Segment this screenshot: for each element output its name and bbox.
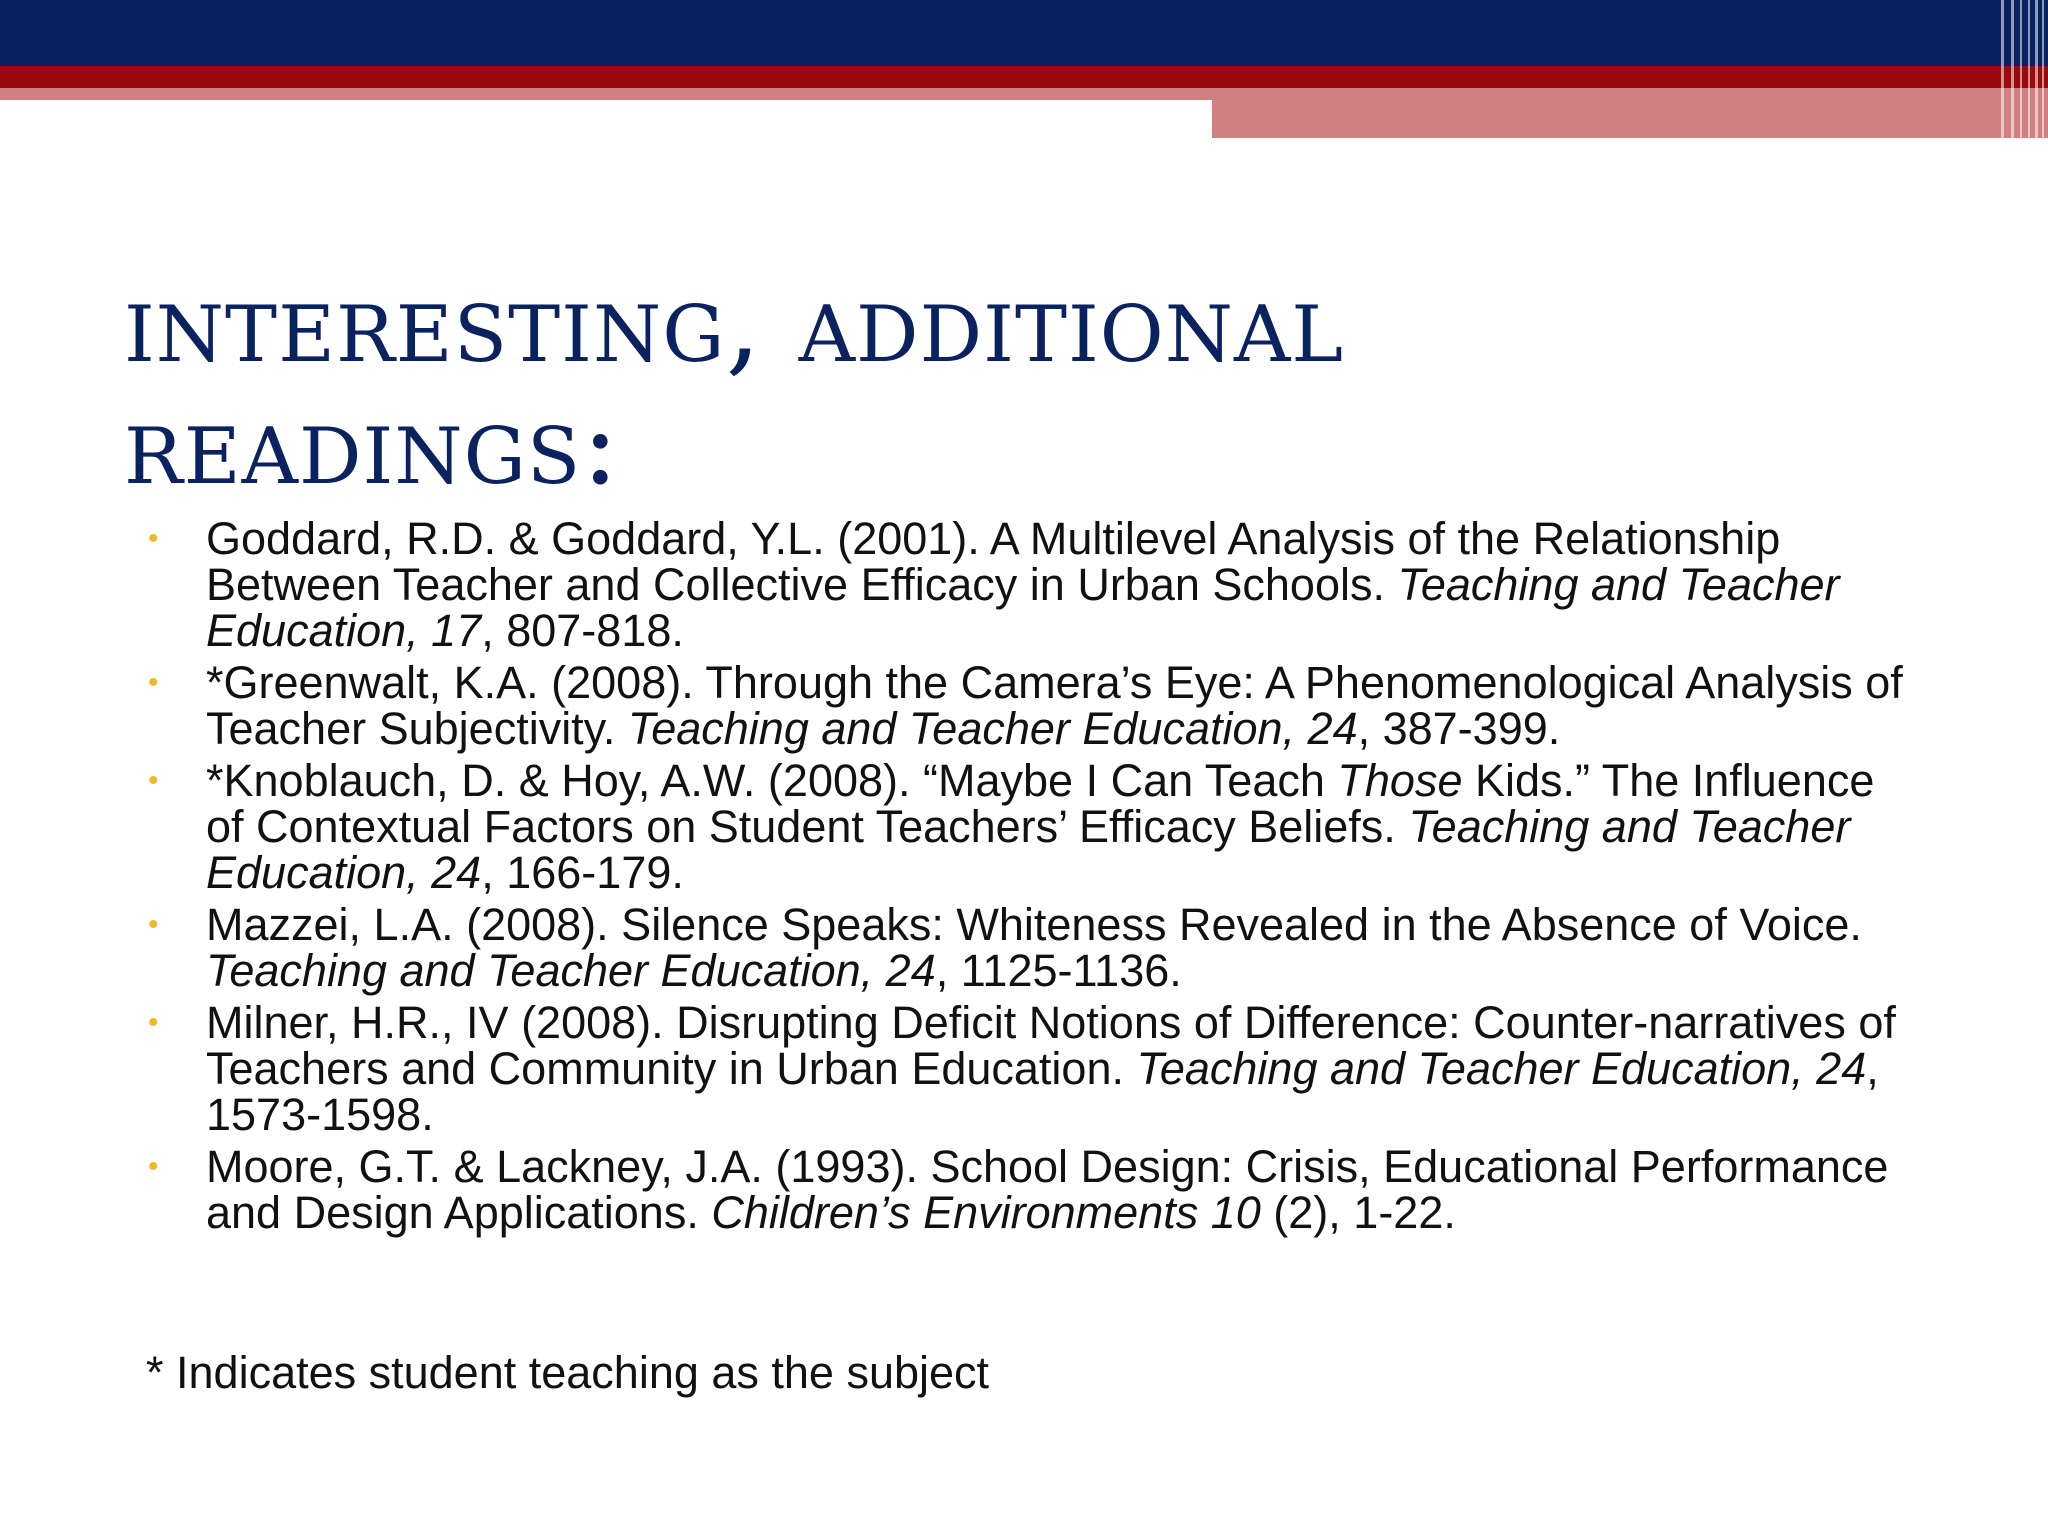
- reference-item: [148, 755, 1908, 898]
- slide-title: interesting, additional readings:: [124, 258, 1345, 510]
- header-red-band: [0, 66, 2048, 88]
- reference-item: [148, 657, 1908, 754]
- header-edge-stripes: [1992, 0, 2048, 138]
- reference-item: [148, 1141, 1908, 1238]
- header-pink-band-thick: [1212, 88, 2048, 138]
- reference-text: , 1125-1136.: [935, 945, 1182, 996]
- reference-item: [148, 513, 1908, 656]
- reference-item: [148, 899, 1908, 996]
- reference-text: Kids.” The Influence of Contextual Factors on Student Teachers’ Efficacy Beliefs.: [206, 755, 1875, 852]
- reference-text: *Knoblauch, D. & Hoy, A.W. (2008). “Maybe I Can Teach: [206, 755, 1338, 806]
- reference-text: *Greenwalt, K.A. (2008). Through the Camera’s Eye: A Phenomenological Analysis of Teacher Subjectivity.: [206, 657, 1903, 754]
- bullet-icon: •: [148, 522, 159, 555]
- reference-journal: Teaching and Teacher Education, 24: [206, 945, 936, 996]
- bullet-icon: •: [148, 908, 159, 941]
- reference-journal: Children’s Environments 10: [711, 1187, 1261, 1238]
- reference-text: (2), 1-22.: [1260, 1187, 1456, 1238]
- bullet-icon: •: [148, 1150, 159, 1183]
- reference-text: Goddard, R.D. & Goddard, Y.L. (2001). A Multilevel Analysis of the Relationship Between Teacher and Collective Efficacy in Urban Schools.: [206, 513, 1781, 610]
- reference-text: , 1573-1598.: [206, 1043, 1879, 1140]
- reference-item: [148, 997, 1908, 1140]
- reference-text: , 807-818.: [481, 605, 684, 656]
- reference-text: , 166-179.: [481, 847, 684, 898]
- footnote: * Indicates student teaching as the subject: [146, 1347, 990, 1398]
- header-pink-band-thin: [0, 88, 1212, 100]
- bullet-icon: •: [148, 666, 159, 699]
- reference-text: , 387-399.: [1357, 703, 1561, 754]
- reference-journal: Those: [1337, 755, 1463, 806]
- bullet-icon: •: [148, 1006, 159, 1039]
- reference-text: Moore, G.T. & Lackney, J.A. (1993). School Design: Crisis, Educational Performance and Design Applications.: [206, 1141, 1889, 1238]
- reference-journal: Teaching and Teacher Education, 24: [627, 703, 1358, 754]
- reference-text: Milner, H.R., IV (2008). Disrupting Deficit Notions of Difference: Counter-narratives of Teachers and Community in Urban Education.: [206, 997, 1896, 1094]
- bullet-icon: •: [148, 764, 159, 797]
- reference-journal: Teaching and Teacher Education, 24: [1136, 1043, 1867, 1094]
- reference-journal: Teaching and Teacher Education, 24: [206, 801, 1851, 898]
- reference-text: Mazzei, L.A. (2008). Silence Speaks: Whiteness Revealed in the Absence of Voice.: [206, 899, 1862, 950]
- reference-journal: Teaching and Teacher Education, 17: [206, 559, 1840, 656]
- header-navy-band: [0, 0, 2048, 66]
- reference-list: [148, 513, 1908, 1242]
